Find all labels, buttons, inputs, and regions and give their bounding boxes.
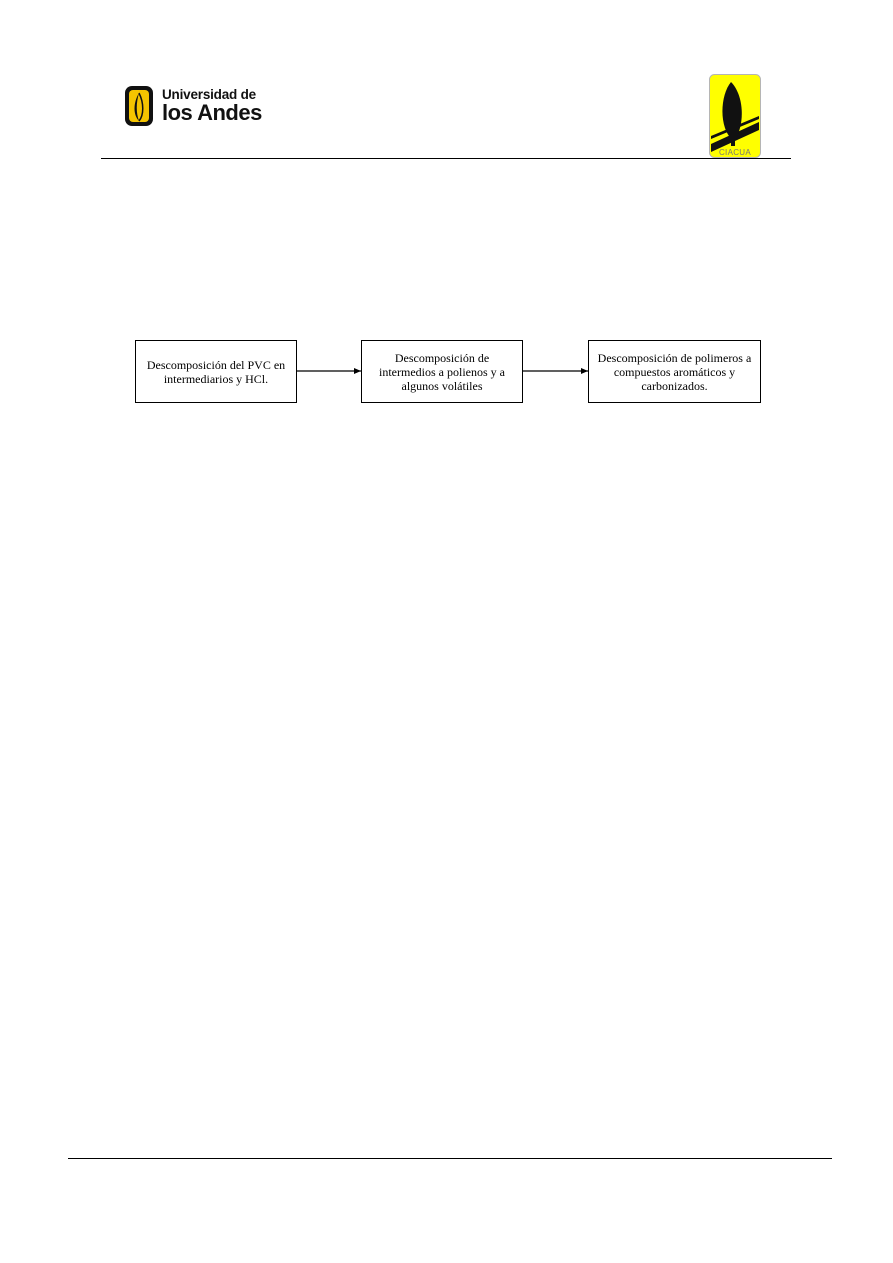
- lab-logo-label: CIACUA: [718, 148, 752, 157]
- process-step-3-text: Descomposición de polimeros a compuestos aromáticos y carbonizados.: [597, 350, 752, 393]
- process-step-2-text: Descomposición de intermedios a polienos y a algunos volátiles: [379, 350, 505, 393]
- footer-divider: [68, 1158, 832, 1159]
- cypress-tree-icon: [709, 74, 761, 158]
- university-shield-icon: [124, 85, 158, 127]
- university-logo: [124, 85, 264, 129]
- process-step-1-text: Descomposición del PVC en intermediarios y HCl.: [146, 357, 286, 386]
- university-name-line1: Universidad de: [162, 87, 256, 102]
- university-name-line2: los Andes: [162, 100, 262, 125]
- process-step-1: [135, 340, 297, 403]
- ciacua-logo: [709, 74, 761, 158]
- header-divider: [101, 158, 791, 159]
- process-step-2: [361, 340, 523, 403]
- process-step-3: [588, 340, 761, 403]
